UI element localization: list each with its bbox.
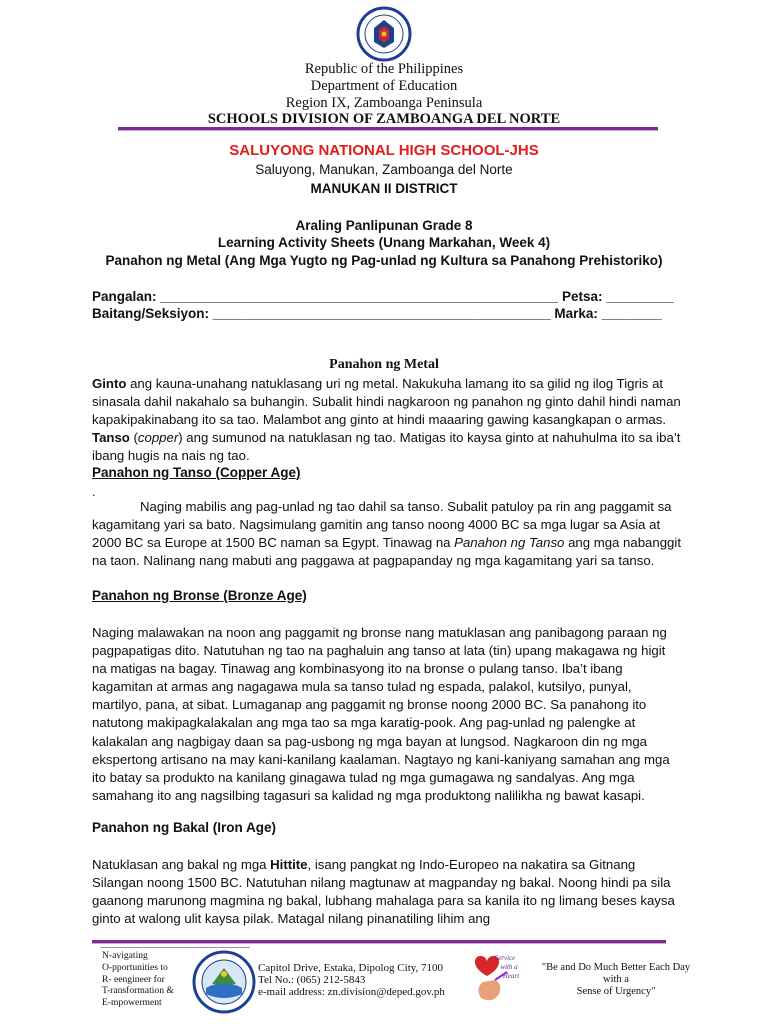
region-line: Region IX, Zamboanga Peninsula (285, 95, 483, 111)
subject-title: Araling Panlipunan Grade 8 (295, 218, 473, 233)
school-name: SALUYONG NATIONAL HIGH SCHOOL-JHS (229, 142, 539, 159)
division-seal-icon (192, 950, 256, 1014)
text-segment: ang kauna-unahang natuklasang uri ng metal. Nakukuha lamang ito sa gilid ng ilog Tigris at sinasala dahil nakahalo sa buhangin. Subalit hindi nagkaroon ng panahon ng ginto dahil hindi naman kapakipakinabang ito sa tao. Malambot ang ginto at hindi maaaring gawing kasangkapan o armas. (92, 376, 681, 428)
paragraph-iron-age (92, 856, 682, 928)
north-motto (102, 950, 174, 1009)
district-name: MANUKAN II DISTRICT (310, 181, 458, 196)
section-title: Panahon ng Metal (329, 357, 439, 372)
stray-dot: . (92, 484, 96, 499)
header-divider-shadow (118, 130, 658, 131)
slogan-line-2: with a (603, 974, 629, 985)
contact-email: e-mail address: zn.division@deped.gov.ph (258, 986, 445, 998)
motto-line-1: N-avigating (102, 950, 148, 961)
motto-line-4: T-ransformation & (102, 985, 174, 997)
activity-sheet-title: Learning Activity Sheets (Unang Markahan, Week 4) (217, 235, 551, 250)
slogan-line-3: Sense of Urgency" (576, 986, 656, 997)
department-line: Department of Education (310, 78, 458, 94)
text-segment: ang mga nabanggit na taon. Nalinang nang mabuti ang paggawa at pagpapanday ng mga kagamitang yari sa tanso. (92, 535, 681, 569)
division-contact (258, 962, 445, 998)
paragraph-bronze-age: Naging malawakan na noon ang paggamit ng bronse nang matuklasan ang panibagong paraan ng pagpapatigas dito. Natutuhan ng tao na paghaluin ang tanso at lata (tin) upang makagawa ng higit na matigas na bagay. Tinawag ang kombinasyong ito na bronse o pulang tanso. Iba’t ibang kagamitan at armas ang nagagawa mula sa tanso tulad ng espada, palakol, kutsilyo, punyal, martilyo, pana, at sibat. Lumaganap ang paggamit ng bronse noong 2000 BC. Sa panahong ito natutong makipagkalakalan ang mga tao sa mga karatig-pook. Ang pag-unlad ng palengke at kalakalan ang nagbigay daan sa pag-usbong ng mga bayan at lungsod. Nagkaroon din ng mga ekspertong artisano na may kani-kanilang kaalaman. Nagtayo ng kani-kaniyang samahan ang mga ito batay sa produkto na kanilang ginagawa tulad ng mga gumagawa ng sandalyas. Ang mga samahang ito ang nagsilbing tagasuri sa kalidad ng mga produktong nalilikha ng bawat kasapi. (92, 625, 670, 803)
text-segment: Natuklasan ang bakal ng mga (92, 857, 271, 872)
paragraph-metal-intro (92, 375, 682, 465)
republic-line: Republic of the Philippines (304, 61, 464, 77)
footer-divider-shadow (92, 943, 666, 944)
motto-rule (100, 947, 250, 948)
heading-bronze-age: Panahon ng Bronse (Bronze Age) (92, 588, 307, 603)
division-line: SCHOOLS DIVISION OF ZAMBOANGA DEL NORTE (207, 111, 561, 127)
service-heart-icon (465, 948, 523, 1012)
term-copper: copper (137, 430, 179, 446)
motto-line-2: O-pportunities to (102, 961, 168, 973)
motto-line-5: E-mpowerment (102, 997, 162, 1009)
text-segment: , isang pangkat ng Indo-Europeo na nakatira sa Gitnang Silangan noong 1500 BC. Natutuhan nilang magtunaw at magpanday ng bakal. Noong hindi pa sila gaanong marunong magmina ng bakal, lubhang mahalaga para sa kanila ito ng limang beses kaysa ginto at walong ulit kaysa pilak. Matagal nilang pinanatiling lihim ang (92, 857, 675, 927)
heart-text-service: Service (494, 954, 516, 962)
division-slogan (528, 962, 704, 998)
school-address: Saluyong, Manukan, Zamboanga del Norte (255, 162, 513, 177)
text-segment: ) ang sumunod na natuklasan ng tao. Matigas ito kaysa ginto at nahuhulma ito sa iba’t ibang hugis na nais ng tao. (92, 430, 681, 464)
slogan-line-1: "Be and Do Much Better Each Day (541, 962, 691, 973)
heart-text-with: with a (500, 963, 518, 971)
contact-address: Capitol Drive, Estaka, Dipolog City, 7100 (258, 962, 444, 974)
section-score-field: Baitang/Seksiyon: _____________________________________________ Marka: ________ (92, 306, 662, 321)
motto-line-3: R- eengineer for (102, 973, 165, 985)
heart-text-heart: Heart (502, 972, 520, 980)
term-ginto: Ginto (92, 376, 127, 391)
heading-iron-age: Panahon ng Bakal (Iron Age) (92, 820, 277, 835)
text-segment: Naging mabilis ang pag-unlad ng tao dahil sa tanso. Subalit patuloy pa rin ang paggamit sa kagamitang yari sa bato. Nagsimulang gamitin ang tanso noong 4000 BC sa mga lugar sa Asia at 2000 BC sa Europe at 1500 BC naman sa Egypt. Tinawag na (92, 499, 672, 551)
term-hittite: Hittite (270, 857, 308, 872)
name-date-field: Pangalan: _____________________________________________________ Petsa: _________ (92, 289, 674, 304)
term-panahon-ng-tanso: Panahon ng Tanso (454, 535, 565, 551)
paragraph-copper-age (92, 498, 682, 570)
lesson-title: Panahon ng Metal (Ang Mga Yugto ng Pag-unlad ng Kultura sa Panahong Prehistoriko) (105, 253, 663, 268)
heading-copper-age: Panahon ng Tanso (Copper Age) (92, 465, 301, 480)
term-tanso: Tanso (92, 430, 130, 446)
deped-seal-icon (352, 6, 416, 62)
text-segment: ( (129, 430, 138, 446)
contact-tel: Tel No.: (065) 212-5843 (258, 974, 366, 986)
